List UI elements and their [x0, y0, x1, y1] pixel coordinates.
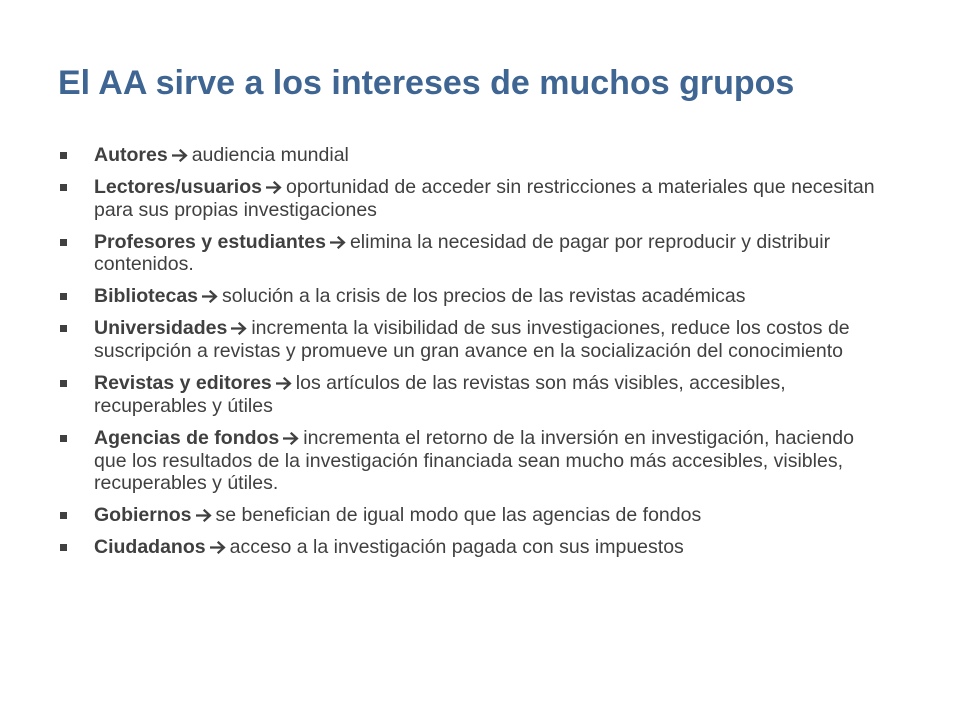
square-bullet-icon: [60, 184, 67, 191]
right-arrow-icon: [172, 149, 189, 162]
square-bullet-icon: [60, 544, 67, 551]
bullet-term: Revistas y editores: [94, 372, 272, 395]
bullet-term: Bibliotecas: [94, 285, 199, 308]
bullet-term: Profesores y estudiantes: [94, 230, 326, 253]
bullet-item-revistas: [60, 372, 880, 417]
bullet-term: Gobiernos: [94, 504, 192, 527]
bullet-description: audiencia mundial: [191, 144, 349, 166]
bullet-item-agencias: [60, 427, 880, 495]
bullet-description: incrementa el retorno de la inversión en investigación, haciendo que los resultados de la investigación financiada sean mucho más accesibles, visibles, recuperables y útiles.: [94, 426, 854, 495]
bullet-description: incrementa la visibilidad de sus investigaciones, reduce los costos de suscripción a revistas y promueve un gran avance en la socialización del conocimiento: [94, 317, 850, 363]
right-arrow-icon: [283, 432, 300, 445]
square-bullet-icon: [60, 152, 67, 159]
bullet-description: se benefician de igual modo que las agencias de fondos: [215, 504, 702, 527]
bullet-term: Ciudadanos: [94, 536, 206, 559]
bullet-list: [60, 144, 880, 568]
bullet-description: elimina la necesidad de pagar por reproducir y distribuir contenidos.: [94, 230, 831, 276]
bullet-item-bibliotecas: [60, 285, 880, 308]
bullet-description: solución a la crisis de los precios de las revistas académicas: [222, 285, 746, 308]
bullet-description: acceso a la investigación pagada con sus impuestos: [229, 536, 684, 559]
slide-title: El AA sirve a los intereses de muchos grupos: [58, 64, 795, 102]
square-bullet-icon: [60, 512, 67, 519]
bullet-description: los artículos de las revistas son más visibles, accesibles, recuperables y útiles: [94, 372, 786, 417]
bullet-item-ciudadanos: [60, 536, 880, 559]
right-arrow-icon: [196, 509, 213, 522]
right-arrow-icon: [210, 541, 227, 554]
bullet-term: Autores: [94, 144, 168, 166]
bullet-item-profesores: [60, 231, 880, 276]
square-bullet-icon: [60, 325, 67, 332]
right-arrow-icon: [266, 181, 283, 194]
right-arrow-icon: [330, 236, 347, 249]
bullet-term: Agencias de fondos: [94, 426, 280, 449]
bullet-term: Lectores/usuarios: [94, 176, 262, 198]
square-bullet-icon: [60, 435, 67, 442]
bullet-item-gobiernos: [60, 504, 880, 527]
bullet-item-universidades: [60, 317, 880, 362]
square-bullet-icon: [60, 380, 67, 387]
square-bullet-icon: [60, 293, 67, 300]
bullet-term: Universidades: [94, 317, 228, 340]
bullet-item-lectores: [60, 176, 880, 221]
right-arrow-icon: [276, 377, 293, 390]
right-arrow-icon: [202, 290, 219, 303]
right-arrow-icon: [231, 322, 248, 335]
square-bullet-icon: [60, 239, 67, 246]
bullet-description: oportunidad de acceder sin restricciones a materiales que necesitan para sus propias investigaciones: [94, 176, 875, 221]
bullet-item-autores: [60, 144, 880, 167]
